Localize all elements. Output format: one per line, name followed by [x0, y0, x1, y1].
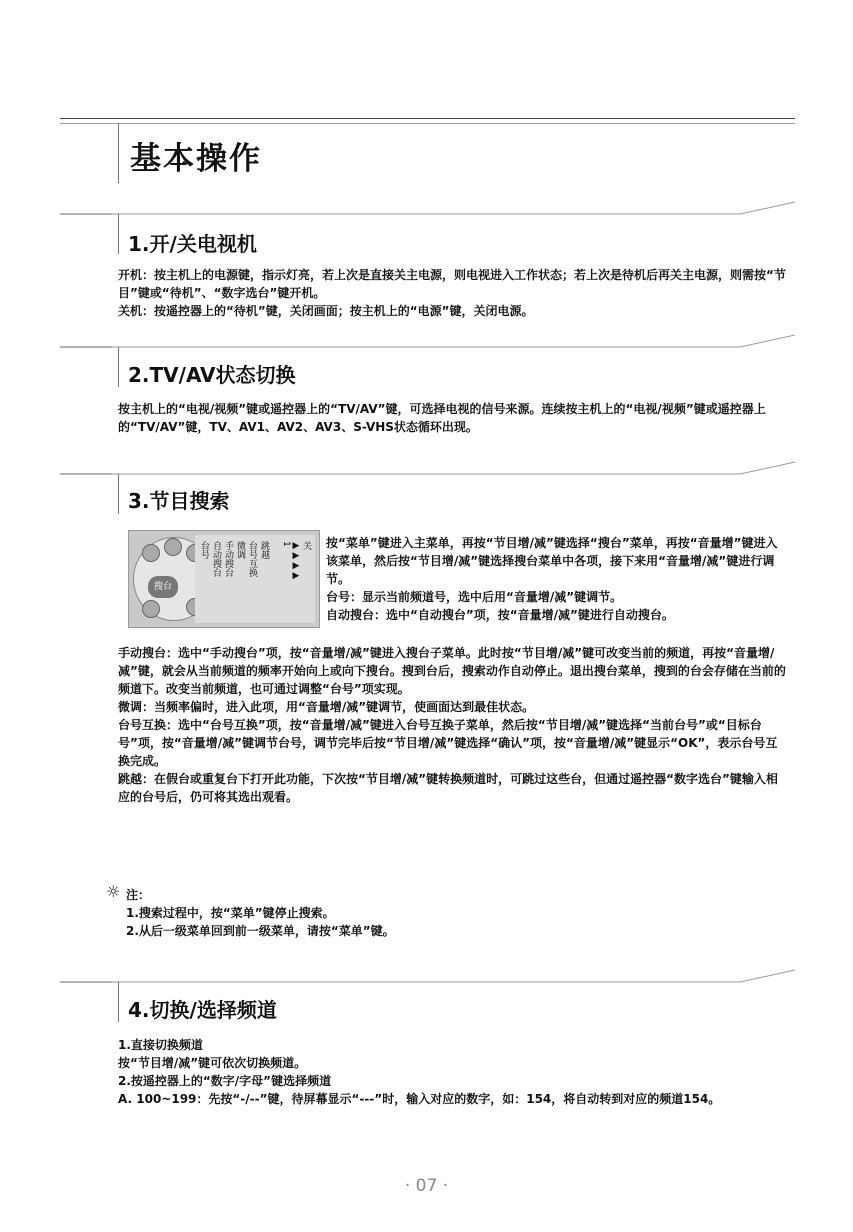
section-bar — [118, 347, 119, 387]
dial-button — [164, 538, 182, 556]
section-body-search — [118, 644, 788, 806]
dial-button — [142, 600, 160, 618]
section-body-power — [118, 266, 788, 320]
section-title-tvav: 2.TV/AV状态切换 — [128, 363, 296, 387]
menu-item: 跳越 — [259, 541, 269, 559]
menu-value: 关 — [301, 541, 311, 550]
note-label: 注： — [126, 888, 151, 902]
menu-value: ▶▶▶▶ — [291, 541, 301, 581]
paragraph: 2.按遥控器上的“数字/字母”键选择频道 — [118, 1074, 332, 1088]
paragraph: 自动搜台：选中“自动搜台”项，按“音量增/减”键进行自动搜台。 — [326, 608, 674, 622]
dial-label: 搜台 — [148, 576, 178, 598]
section-body-tvav — [118, 400, 788, 436]
paragraph: 台号互换：选中“台号互换”项，按“音量增/减”键进入台号互换子菜单，然后按“节目增/减”键选择“当前台号”或“目标台号”项，按“音量增/减”键调节台号，调节完毕后按“节目增/减”键选择“确认”项，按“音量增/减”键显示“OK”，表示台号互换完成。 — [118, 718, 778, 768]
paragraph: 微调：当频率偏时，进入此项，用“音量增/减”键调节，使画面达到最佳状态。 — [118, 700, 535, 714]
title-divider — [118, 123, 119, 183]
paragraph: 按“菜单”键进入主菜单，再按“节目增/减”键选择“搜台”菜单，再按“音量增”键进入该菜单，然后按“节目增/减”键选择搜台菜单中各项，接下来用“音量增/减”键进行调节。 — [326, 536, 778, 586]
note-item: 2.从后一级菜单回到前一级菜单，请按“菜单”键。 — [126, 924, 395, 938]
paragraph: 按“节目增/减”键可依次切换频道。 — [118, 1056, 307, 1070]
dial-button — [142, 544, 160, 562]
section-divider — [60, 460, 795, 484]
section-bar — [118, 214, 119, 254]
paragraph: 台号：显示当前频道号，选中后用“音量增/减”键调节。 — [326, 590, 623, 604]
menu-screenshot — [128, 530, 320, 628]
page-title: 基本操作 — [130, 141, 262, 177]
header-rule-secondary — [60, 123, 795, 124]
section-divider — [60, 200, 795, 224]
header-rule — [60, 118, 795, 119]
menu-item: 自动搜台 — [211, 541, 221, 577]
paragraph: 关机：按遥控器上的“待机”键，关闭画面；按主机上的“电源”键，关闭电源。 — [118, 304, 534, 318]
paragraph: 按主机上的“电视/视频”键或遥控器上的“TV/AV”键，可选择电视的信号来源。连续按主机上的“电视/视频”键或遥控器上的“TV/AV”键，TV、AV1、AV2、AV3、S-VHS状态循环出现。 — [118, 402, 766, 434]
paragraph: 开机：按主机上的电源键，指示灯亮，若上次是直接关主电源，则电视进入工作状态；若上次是待机后再关主电源，则需按“节目”键或“待机”、“数字选台”键开机。 — [118, 268, 786, 300]
paragraph: 1.直接切换频道 — [118, 1038, 203, 1052]
page-number: · 07 · — [404, 1176, 449, 1196]
paragraph: 跳越：在假台或重复台下打开此功能，下次按“节目增/减”键转换频道时，可跳过这些台，但通过遥控器“数字选台”键输入相应的台号后，仍可将其选出观看。 — [118, 772, 778, 804]
menu-item: 微调 — [235, 541, 245, 559]
section-bar — [118, 474, 119, 514]
section-divider — [60, 333, 795, 357]
lightbulb-icon: ☼ — [106, 882, 121, 901]
menu-panel — [195, 535, 315, 623]
menu-item: 手动搜台 — [223, 541, 233, 577]
menu-item: 台号互换 — [247, 541, 257, 577]
paragraph: A. 100~199：先按“-/--”键，待屏幕显示“---”时，输入对应的数字，如：154，将自动转到对应的频道154。 — [118, 1092, 721, 1106]
note-block — [126, 886, 766, 940]
section-divider — [60, 968, 795, 992]
section-side-body-search — [326, 534, 788, 624]
section-title-channel: 4.切换/选择频道 — [128, 998, 277, 1022]
menu-value: 1 — [281, 541, 291, 547]
section-title-power: 1.开/关电视机 — [128, 232, 257, 256]
section-bar — [118, 982, 119, 1022]
menu-item: 台号 — [199, 541, 209, 559]
section-title-search: 3.节目搜索 — [128, 489, 230, 513]
section-body-channel — [118, 1036, 788, 1108]
note-item: 1.搜索过程中，按“菜单”键停止搜索。 — [126, 906, 335, 920]
paragraph: 手动搜台：选中“手动搜台”项，按“音量增/减”键进入搜台子菜单。此时按“节目增/减”键可改变当前的频道，再按“音量增/减”键，就会从当前频道的频率开始向上或向下搜台。搜到台后，搜索动作自动停止。退出搜台菜单，搜到的台会存储在当前的频道下。改变当前频道，也可通过调整“台号”项实现。 — [118, 646, 786, 696]
